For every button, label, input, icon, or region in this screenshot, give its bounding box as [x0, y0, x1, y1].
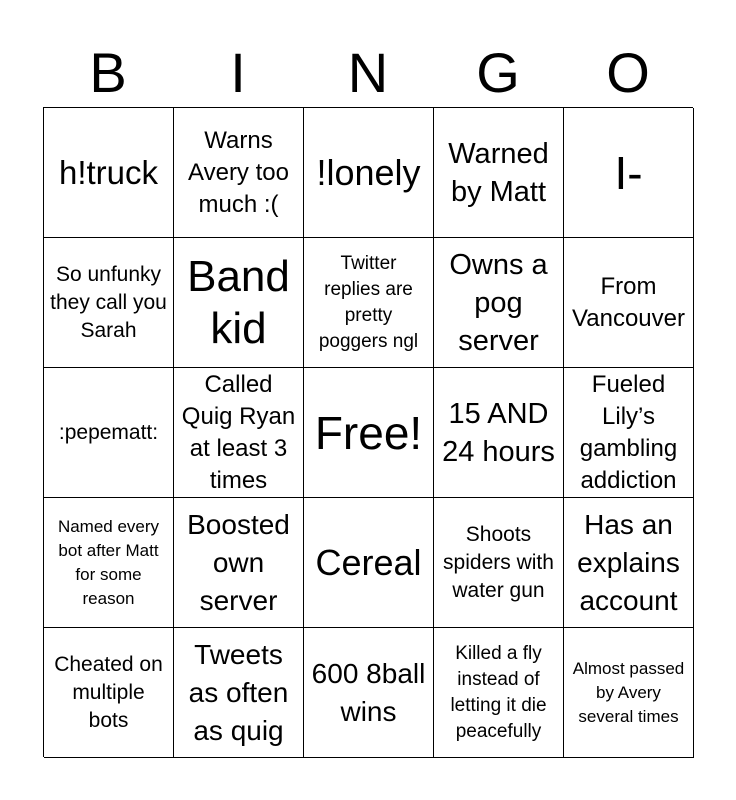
- cell-text: I-: [614, 146, 643, 199]
- bingo-cell[interactable]: [44, 238, 174, 368]
- bingo-header: [43, 38, 693, 108]
- bingo-cell[interactable]: [44, 498, 174, 628]
- bingo-cell-free[interactable]: [304, 368, 434, 498]
- cell-text: Band kid: [187, 251, 290, 353]
- bingo-cell[interactable]: [304, 108, 434, 238]
- bingo-cell[interactable]: [44, 108, 174, 238]
- bingo-cell[interactable]: [304, 628, 434, 758]
- cell-text: Killed a fly instead of letting it die peacefully: [450, 642, 547, 742]
- cell-text: Cereal: [315, 541, 422, 583]
- bingo-cell[interactable]: [564, 108, 694, 238]
- header-letter-i: I: [230, 41, 246, 104]
- cell-text: :pepematt:: [58, 420, 159, 444]
- bingo-cell[interactable]: [304, 498, 434, 628]
- cell-text: 600 8ball wins: [311, 657, 426, 727]
- bingo-cell[interactable]: [564, 628, 694, 758]
- bingo-card-grid: [43, 107, 693, 757]
- bingo-cell[interactable]: [174, 628, 304, 758]
- header-letter-o: O: [606, 41, 650, 104]
- bingo-cell[interactable]: [434, 628, 564, 758]
- cell-text: Twitter replies are pretty poggers ngl: [318, 252, 419, 352]
- bingo-cell[interactable]: [44, 368, 174, 498]
- cell-text: Fueled Lily’s gambling addiction: [579, 370, 678, 494]
- cell-text: Has an explains account: [577, 508, 680, 616]
- cell-text: h!truck: [58, 153, 159, 191]
- cell-text: Free!: [314, 406, 423, 459]
- bingo-cell[interactable]: [564, 238, 694, 368]
- bingo-cell[interactable]: [174, 498, 304, 628]
- bingo-cell[interactable]: [434, 108, 564, 238]
- header-letter-n: N: [347, 41, 389, 104]
- cell-text: Cheated on multiple bots: [54, 652, 163, 732]
- cell-text: Owns a pog server: [449, 248, 548, 357]
- cell-text: Almost passed by Avery several times: [572, 658, 685, 726]
- bingo-cell[interactable]: [434, 368, 564, 498]
- cell-text: Called Quig Ryan at least 3 times: [181, 370, 296, 494]
- bingo-cell[interactable]: [174, 368, 304, 498]
- bingo-cell[interactable]: [434, 498, 564, 628]
- cell-text: 15 AND 24 hours: [442, 397, 555, 468]
- bingo-cell[interactable]: [174, 238, 304, 368]
- bingo-cell[interactable]: [174, 108, 304, 238]
- cell-text: Boosted own server: [187, 508, 290, 616]
- cell-text: Warns Avery too much :(: [188, 126, 289, 218]
- header-letter-b: B: [89, 41, 127, 104]
- bingo-cell[interactable]: [564, 368, 694, 498]
- cell-text: So unfunky they call you Sarah: [50, 262, 167, 342]
- cell-text: Named every bot after Matt for some reason: [57, 516, 160, 608]
- cell-text: !lonely: [316, 151, 421, 193]
- cell-text: Tweets as often as quig: [188, 638, 289, 746]
- cell-text: Shoots spiders with water gun: [443, 522, 554, 602]
- cell-text: Warned by Matt: [448, 137, 549, 208]
- bingo-cell[interactable]: [434, 238, 564, 368]
- bingo-cell[interactable]: [44, 628, 174, 758]
- bingo-cell[interactable]: [304, 238, 434, 368]
- header-letter-g: G: [476, 41, 520, 104]
- bingo-cell[interactable]: [564, 498, 694, 628]
- cell-text: From Vancouver: [572, 272, 685, 332]
